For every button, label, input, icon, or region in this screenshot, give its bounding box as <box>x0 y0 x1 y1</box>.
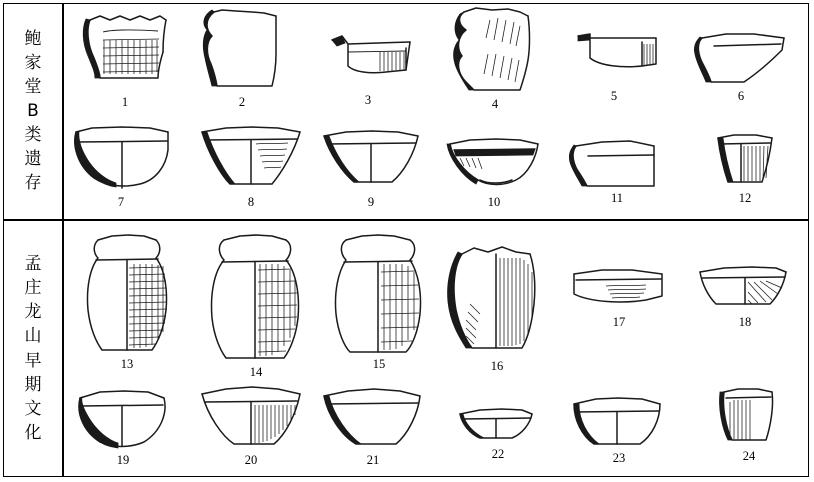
artifact-drawing-3 <box>318 30 418 108</box>
row-label-char: 存 <box>24 173 42 194</box>
artifact-drawing-7 <box>62 122 180 210</box>
artifact-drawing-15 <box>322 228 436 372</box>
artifact-caption: 5 <box>610 89 618 103</box>
artifact-caption: 21 <box>366 453 380 467</box>
artifact-caption: 9 <box>367 195 375 209</box>
artifact-drawing-21 <box>314 384 432 468</box>
row-label-top <box>4 4 62 218</box>
artifact-drawing-20 <box>192 382 310 468</box>
pottery-profile-20 <box>192 382 310 452</box>
artifact-caption: 18 <box>738 315 752 329</box>
artifact-caption: 13 <box>120 357 134 371</box>
row-label-char: 山 <box>24 326 42 347</box>
pottery-profile-9 <box>312 126 430 194</box>
row-label-char: 堂 <box>24 76 42 97</box>
artifact-drawing-13 <box>72 228 182 372</box>
artifact-caption: 10 <box>487 195 501 209</box>
artifact-caption: 2 <box>238 95 246 109</box>
artifact-drawing-22 <box>450 404 546 462</box>
pottery-profile-13 <box>72 228 182 356</box>
artifact-drawing-2 <box>192 6 292 110</box>
pottery-profile-6 <box>686 24 796 88</box>
artifact-caption: 22 <box>491 447 505 461</box>
artifact-caption: 17 <box>612 315 626 329</box>
row-label-char: 类 <box>24 125 42 146</box>
artifact-caption: 4 <box>491 97 499 111</box>
row-label-bottom <box>4 221 62 476</box>
pottery-profile-16 <box>442 238 552 358</box>
artifact-caption: 12 <box>738 191 752 205</box>
pottery-profile-21 <box>314 384 432 452</box>
label-column-divider <box>62 3 64 477</box>
artifact-caption: 23 <box>612 451 626 465</box>
artifact-caption: 11 <box>610 191 624 205</box>
pottery-profile-5 <box>564 28 664 88</box>
pottery-profile-2 <box>192 6 292 94</box>
row-label-char: 文 <box>24 398 42 419</box>
pottery-profile-23 <box>560 394 678 450</box>
artifact-drawing-12 <box>700 130 790 206</box>
pottery-profile-8 <box>192 122 310 194</box>
pottery-profile-24 <box>704 384 794 448</box>
pottery-profile-1 <box>70 8 180 94</box>
artifact-drawing-5 <box>564 28 664 104</box>
row-label-char: 早 <box>24 350 42 371</box>
artifact-drawing-23 <box>560 394 678 466</box>
row-label-char: B <box>27 100 39 121</box>
artifact-drawing-18 <box>690 262 800 330</box>
pottery-profile-11 <box>562 134 672 190</box>
pottery-profile-14 <box>196 228 316 364</box>
artifact-caption: 15 <box>372 357 386 371</box>
artifact-caption: 19 <box>116 453 130 467</box>
row-label-char: 鲍 <box>24 28 42 49</box>
artifact-caption: 20 <box>244 453 258 467</box>
row-label-char: 化 <box>24 422 42 443</box>
artifact-drawing-16 <box>442 238 552 374</box>
pottery-profile-22 <box>450 404 546 446</box>
artifact-drawing-24 <box>704 384 794 464</box>
row-label-char: 遗 <box>24 149 42 170</box>
pottery-profile-4 <box>440 4 550 96</box>
artifact-drawing-6 <box>686 24 796 104</box>
pottery-profile-10 <box>440 134 548 194</box>
pottery-profile-19 <box>66 386 180 452</box>
artifact-drawing-4 <box>440 4 550 112</box>
pottery-profile-17 <box>562 264 676 314</box>
pottery-profile-12 <box>700 130 790 190</box>
artifact-caption: 3 <box>364 93 372 107</box>
artifact-caption: 1 <box>121 95 129 109</box>
row-label-char: 孟 <box>24 254 42 274</box>
artifact-caption: 24 <box>742 449 756 463</box>
artifact-caption: 16 <box>490 359 504 373</box>
artifact-drawing-9 <box>312 126 430 210</box>
row-label-char: 庄 <box>24 278 42 299</box>
artifact-drawing-14 <box>196 228 316 380</box>
pottery-profile-3 <box>318 30 418 92</box>
pottery-profile-7 <box>62 122 180 194</box>
artifact-caption: 8 <box>247 195 255 209</box>
pottery-profile-15 <box>322 228 436 356</box>
artifact-caption: 14 <box>249 365 263 379</box>
row-label-char: 龙 <box>24 302 42 323</box>
artifact-caption: 7 <box>117 195 125 209</box>
row-label-char: 家 <box>24 52 42 73</box>
artifact-drawing-8 <box>192 122 310 210</box>
artifact-drawing-10 <box>440 134 548 210</box>
row-divider <box>3 219 809 221</box>
pottery-profile-18 <box>690 262 800 314</box>
row-label-char: 期 <box>24 374 42 395</box>
artifact-drawing-11 <box>562 134 672 206</box>
artifact-drawing-19 <box>66 386 180 468</box>
artifact-drawing-17 <box>562 264 676 330</box>
artifact-caption: 6 <box>737 89 745 103</box>
artifact-drawing-1 <box>70 8 180 110</box>
